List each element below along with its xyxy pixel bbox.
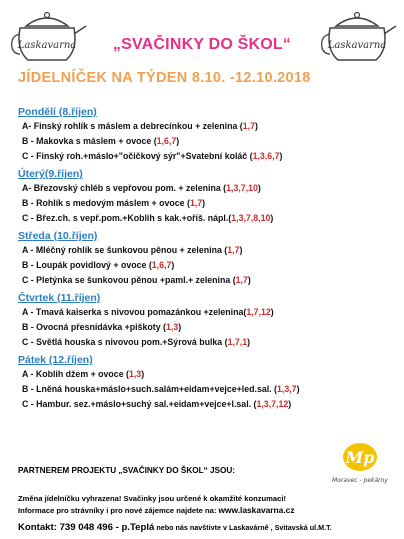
info-line: Informace pro strávníky i pro nové zájemce najdete na: www.laskavarna.cz xyxy=(18,505,295,515)
laskavarna-logo-left xyxy=(6,4,88,66)
teapot-icon xyxy=(316,4,398,66)
contact-phone: Kontakt: 739 048 496 - p.Teplá xyxy=(18,522,155,533)
menu-item: C - Hambur. sez.+máslo+suchý sal.+eidam+vejce+l.sal. (1,3,7,12) xyxy=(22,399,292,409)
menu-item: A - Koblih džem + ovoce (1,3) xyxy=(22,369,145,379)
allergen-codes: 1,3 xyxy=(128,369,142,379)
teapot-icon xyxy=(6,4,88,66)
day-title: Středa (10.říjen) xyxy=(18,230,98,242)
allergen-codes: 1,6,7 xyxy=(151,260,172,270)
allergen-codes: 1,3,7 xyxy=(277,384,297,394)
menu-item: A- Finský rohlík s máslem a debrecínkou + zelenina (1,7) xyxy=(22,121,258,131)
menu-item: C - Světlá houska s nivovou pom.+Sýrová bulka (1,7,1) xyxy=(22,337,251,347)
page-title: „SVAČINKY DO ŠKOL“ xyxy=(112,36,292,53)
menu-item: B - Rohlík s medovým máslem + ovoce (1,7) xyxy=(22,198,206,208)
menu-week-heading: JÍDELNÍČEK NA TÝDEN 8.10. -12.10.2018 xyxy=(18,70,311,86)
day-friday xyxy=(18,354,398,412)
contact-line xyxy=(18,517,332,535)
day-title: Úterý(9.říjen) xyxy=(18,168,83,180)
svg-text:Laskavarna: Laskavarna xyxy=(327,40,387,51)
day-tuesday xyxy=(18,168,398,226)
allergen-codes: 1,3,7,10 xyxy=(226,183,258,193)
allergen-codes: 1,7,1 xyxy=(227,337,248,347)
menu-item: B - Lněná houska+máslo+such.salám+eidam+vejce+led.sal. (1,3,7) xyxy=(22,384,300,394)
day-monday xyxy=(18,106,398,164)
notice-line: Změna jídelníčku vyhrazena! Svačinky jsou určené k okamžité konzumaci! xyxy=(18,494,286,503)
day-wednesday xyxy=(18,230,398,288)
allergen-codes: 1,6,7 xyxy=(156,136,177,146)
svg-text:Mp: Mp xyxy=(345,448,375,467)
day-title: Pondělí (8.říjen) xyxy=(18,106,97,118)
menu-item: C - Pletýnka se šunkovou pěnou +paml.+ zelenina (1,7) xyxy=(22,275,251,285)
laskavarna-logo-right xyxy=(316,4,398,66)
bakery-logo-icon xyxy=(328,440,392,488)
menu-item: B - Makovka s máslem + ovoce (1,6,7) xyxy=(22,136,180,146)
website-link[interactable]: www.laskavarna.cz xyxy=(218,505,295,515)
weekly-menu xyxy=(18,106,398,416)
contact-address: nebo nás navštivte v Laskavárně , Svitavská ul.M.T. xyxy=(154,523,332,532)
day-title: Čtvrtek (11.říjen) xyxy=(18,292,101,304)
svg-text:Laskavarna: Laskavarna xyxy=(17,40,77,51)
allergen-codes: 1,3,7,8,10 xyxy=(231,213,271,223)
allergen-codes: 1,7 xyxy=(235,275,248,285)
allergen-codes: 1,3,7,12 xyxy=(256,399,289,409)
menu-item: C - Finský roh.+máslo+"očičkový sýr"+Svatební koláč (1,3,6,7) xyxy=(22,151,283,161)
menu-item: A- Březovský chléb s vepřovou pom. + zelenina (1,3,7,10) xyxy=(22,183,261,193)
menu-item: B - Ovocná přesnídávka +piškoty (1,3) xyxy=(22,322,182,332)
menu-item: A - Mléčný rohlík se šunkovou pěnou + zelenina (1,7) xyxy=(22,245,243,255)
allergen-codes: 1,3,6,7 xyxy=(252,151,280,161)
allergen-codes: 1,7 xyxy=(242,121,255,131)
menu-item: C - Břez.ch. s vepř.pom.+Koblih s kak.+oříš. nápl.(1,3,7,8,10) xyxy=(22,213,274,223)
allergen-codes: 1,3 xyxy=(165,322,179,332)
menu-item: B - Loupák povidlový + ovoce (1,6,7) xyxy=(22,260,175,270)
day-thursday xyxy=(18,292,398,350)
menu-item: A - Tmavá kaiserka s nivovou pomazánkou +zelenina(1,7,12) xyxy=(22,307,274,317)
allergen-codes: 1,7 xyxy=(227,245,240,255)
day-title: Pátek (12.říjen) xyxy=(18,354,93,366)
allergen-codes: 1,7 xyxy=(189,198,203,208)
svg-text:Moravec - pekárny: Moravec - pekárny xyxy=(332,477,388,484)
allergen-codes: 1,7,12 xyxy=(246,307,271,317)
moravec-bakery-logo xyxy=(328,440,392,488)
partner-heading: PARTNEREM PROJEKTU „SVAČINKY DO ŠKOL“ JSOU: xyxy=(18,466,235,475)
